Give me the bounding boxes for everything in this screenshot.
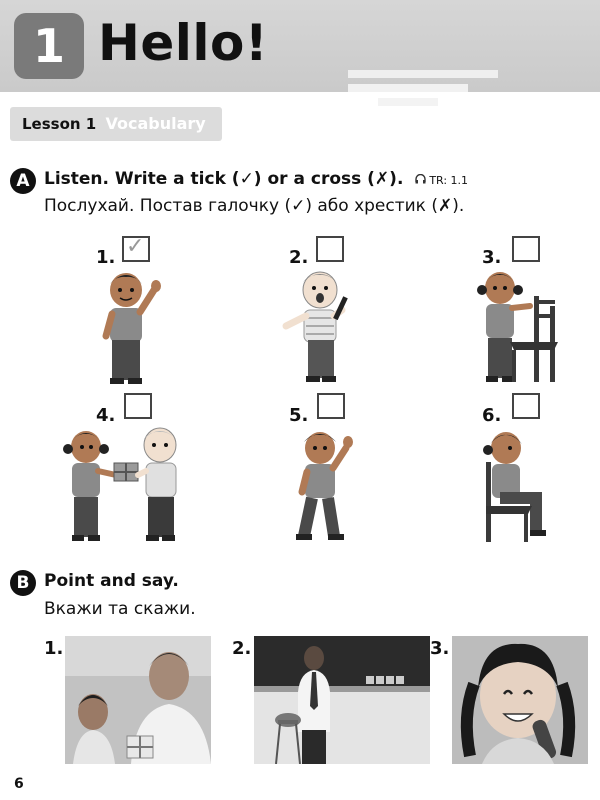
section-b-badge: B: [10, 570, 36, 596]
boy-walking-waving-illustration: [290, 428, 360, 544]
item-1-mark: ✓: [126, 234, 145, 259]
bleed-through-texture: [338, 66, 578, 126]
section-b-instruction-uk: Вкажи та скажи.: [44, 599, 196, 619]
section-b-instruction-en: Point and say.: [44, 571, 179, 591]
item-1-number: 1.: [96, 247, 116, 268]
boy-singing-illustration: [280, 268, 360, 384]
item-2-answer-box[interactable]: [316, 236, 344, 262]
item-5-number: 5.: [289, 405, 309, 426]
photo-man-giving-gift-to-girl: [65, 636, 211, 764]
item-5-answer-box[interactable]: [317, 393, 345, 419]
lesson-label: [10, 107, 222, 141]
girl-standing-by-chair-illustration: [474, 266, 560, 386]
photo-boy-at-blackboard: [254, 636, 430, 764]
girl-giving-gift-to-boy-illustration: [58, 425, 188, 543]
girl-sitting-on-chair-illustration: [476, 428, 552, 544]
item-6-answer-box[interactable]: [512, 393, 540, 419]
audio-track-number: TR: 1.1: [429, 174, 469, 187]
section-a-badge: A: [10, 168, 36, 194]
section-a-instruction-uk: Послухай. Постав галочку (✓) або хрестик (✗).: [44, 196, 465, 216]
photo-girl-singing-with-microphone: [452, 636, 588, 764]
lesson-number: Lesson 1: [22, 115, 97, 133]
photo-3-number: 3.: [430, 638, 450, 659]
section-a-instruction: [44, 169, 468, 189]
headphones-icon: [415, 174, 426, 184]
photo-1-number: 1.: [44, 638, 64, 659]
item-6-number: 6.: [482, 405, 502, 426]
photo-2-number: 2.: [232, 638, 252, 659]
unit-title: Hello!: [98, 14, 269, 72]
item-4-answer-box[interactable]: [124, 393, 152, 419]
lesson-topic: Vocabulary: [105, 114, 206, 133]
page-number: 6: [14, 776, 24, 792]
unit-number-badge: 1: [14, 13, 84, 79]
item-1-answer-box[interactable]: [122, 236, 150, 262]
item-4-number: 4.: [96, 405, 116, 426]
boy-waving-illustration: [96, 268, 166, 386]
section-a-instruction-en: Listen. Write a tick (✓) or a cross (✗).: [44, 169, 404, 189]
item-2-number: 2.: [289, 247, 309, 268]
item-3-answer-box[interactable]: [512, 236, 540, 262]
item-3-number: 3.: [482, 247, 502, 268]
audio-track-label: [415, 174, 468, 187]
